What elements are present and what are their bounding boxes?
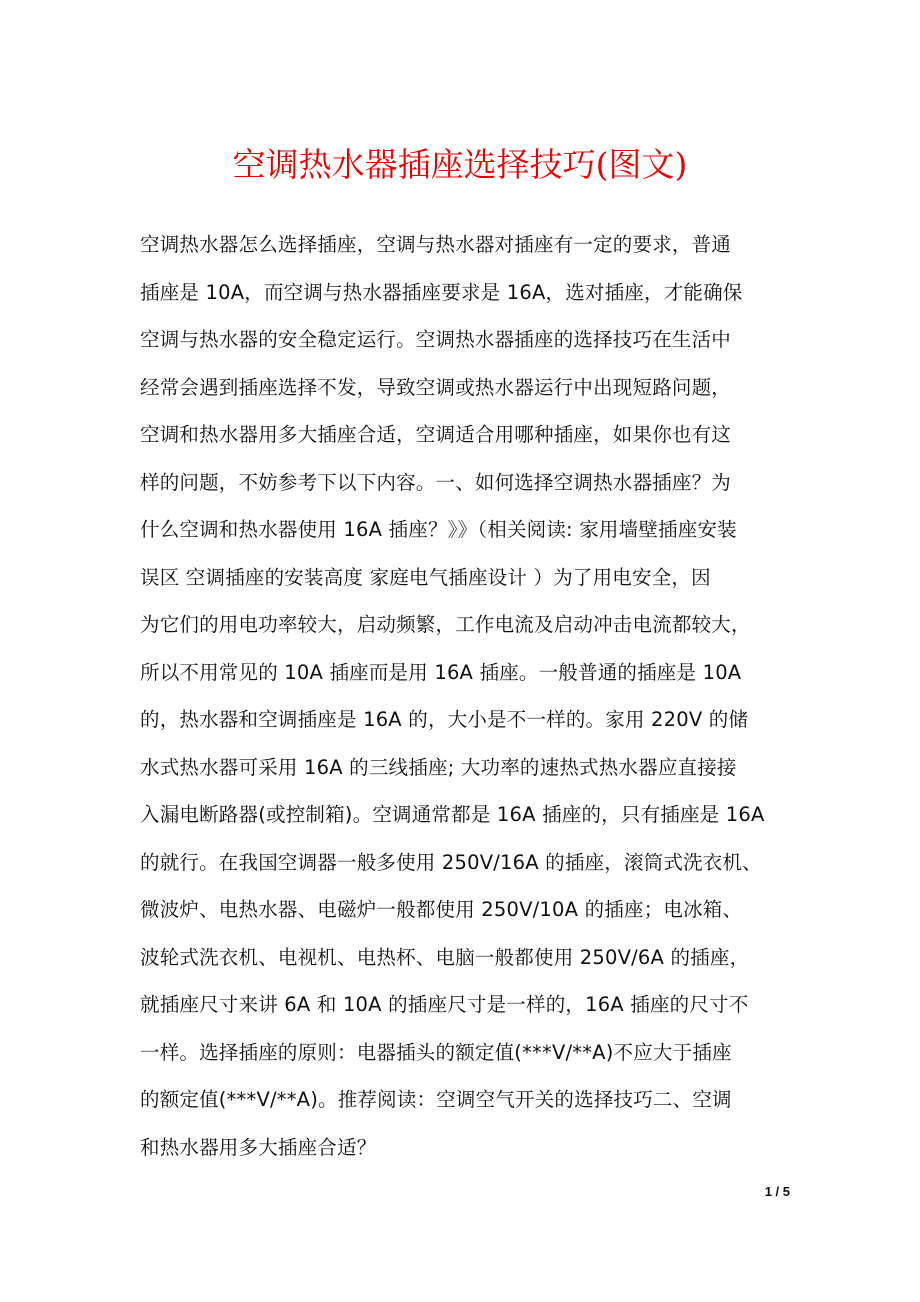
body-line: 空调与热水器的安全稳定运行。空调热水器插座的选择技巧在生活中 (140, 328, 732, 351)
document-body (140, 225, 800, 1175)
body-line: 就插座尺寸来讲 6A 和 10A 的插座尺寸是一样的，16A 插座的尺寸不 (140, 993, 749, 1016)
body-line: 一样。选择插座的原则：电器插头的额定值(***V/**A)不应大于插座 (140, 1040, 732, 1064)
body-line: 样的问题，不妨参考下以下内容。一、如何选择空调热水器插座？为 (140, 470, 732, 494)
document-title: 空调热水器插座选择技巧(图文) (232, 145, 688, 184)
body-line: 所以不用常见的 10A 插座而是用 16A 插座。一般普通的插座是 10A (140, 660, 742, 684)
body-line: 的，热水器和空调插座是 16A 的，大小是不一样的。家用 220V 的储 (140, 708, 749, 731)
body-line: 插座是 10A，而空调与热水器插座要求是 16A，选对插座，才能确保 (140, 280, 743, 304)
body-line: 入漏电断路器(或控制箱)。空调通常都是 16A 插座的，只有插座是 16A (140, 803, 765, 826)
body-line: 波轮式洗衣机、电视机、电热杯、电脑一般都使用 250V/6A 的插座， (140, 945, 750, 969)
body-line: 和热水器用多大插座合适？ (140, 1135, 377, 1159)
body-line: 的就行。在我国空调器一般多使用 250V/16A 的插座，滚筒式洗衣机、 (140, 850, 762, 874)
body-line: 空调热水器怎么选择插座，空调与热水器对插座有一定的要求，普通 (140, 233, 732, 256)
body-line: 空调和热水器用多大插座合适，空调适合用哪种插座，如果你也有这 (140, 423, 732, 446)
body-line: 的额定值(***V/**A)。推荐阅读：空调空气开关的选择技巧二、空调 (140, 1088, 732, 1111)
body-line: 误区 空调插座的安装高度 家庭电气插座设计 ）为了用电安全，因 (140, 565, 711, 589)
page-number: 1 / 5 (764, 1184, 790, 1199)
body-line: 水式热水器可采用 16A 的三线插座; 大功率的速热式热水器应直接接 (140, 755, 737, 779)
body-line: 什么空调和热水器使用 16A 插座？》》（相关阅读: 家用墙壁插座安装 (140, 518, 737, 541)
body-line: 为它们的用电功率较大，启动频繁，工作电流及启动冲击电流都较大， (140, 613, 751, 636)
body-line: 经常会遇到插座选择不发，导致空调或热水器运行中出现短路问题， (140, 375, 732, 399)
body-line: 微波炉、电热水器、电磁炉一般都使用 250V/10A 的插座；电冰箱、 (140, 898, 743, 921)
